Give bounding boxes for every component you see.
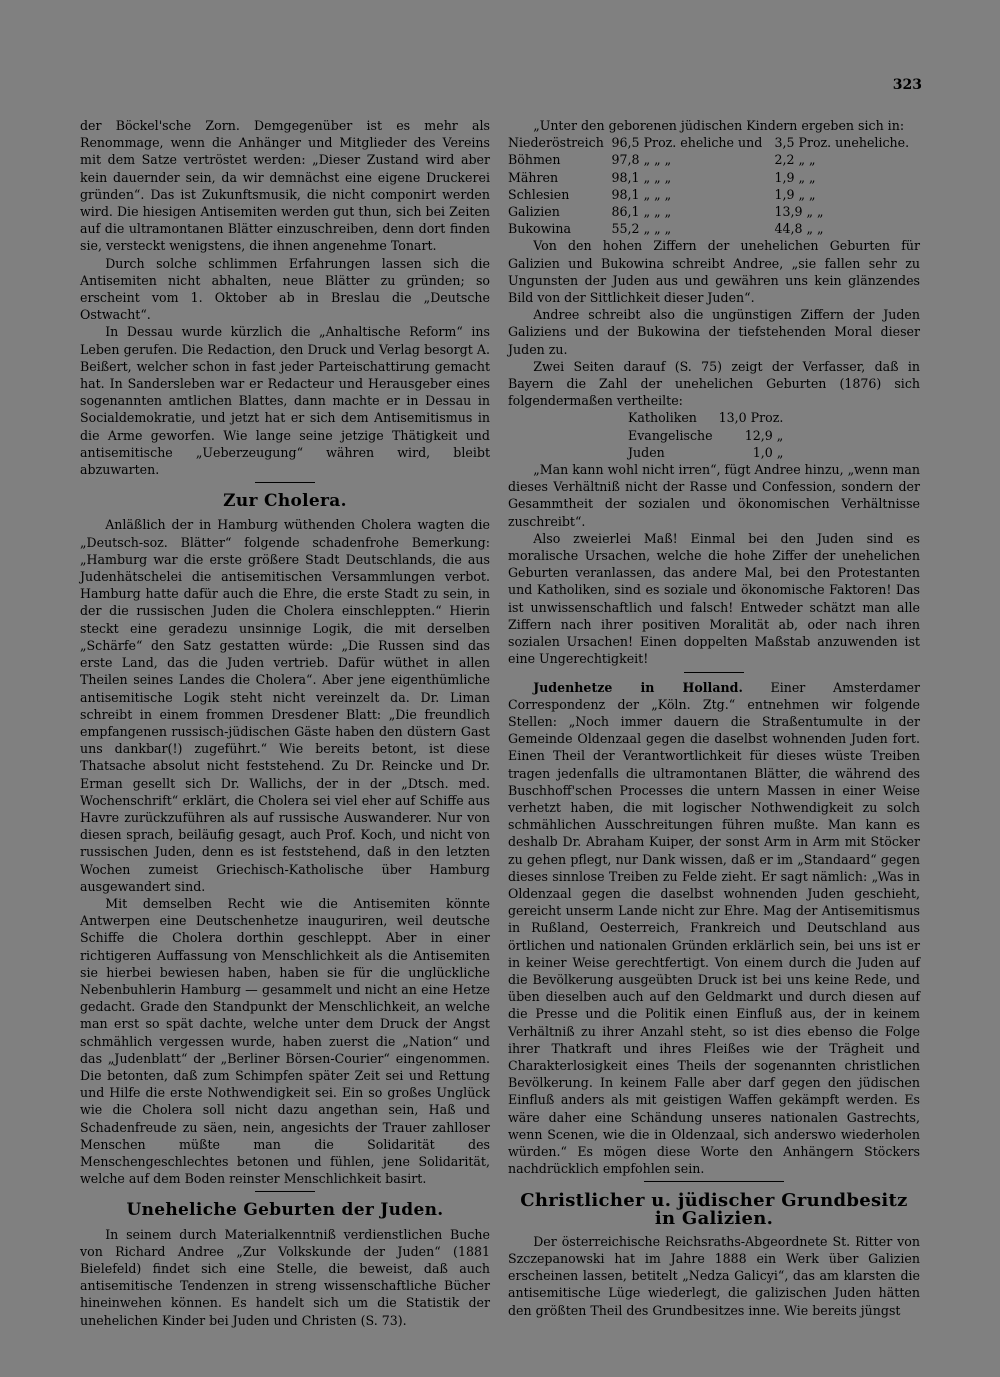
right-column	[508, 117, 920, 1319]
table-row	[508, 203, 920, 220]
legit-cell: 97,8 „ „ „	[611, 152, 672, 168]
legit-cell: 98,1 „ „ „	[611, 186, 672, 202]
illegit-cell: 1,9 „ „	[774, 186, 816, 202]
region-cell: Schlesien	[508, 186, 570, 202]
illegit-cell: 2,2 „ „	[774, 152, 816, 168]
paragraph: Von den hohen Ziffern der unehelichen Geburten für Galizien und Bukowina schreibt Andree, „sie fallen sehr zu Ungunsten der Juden aus und gewähren uns kein glänzendes Bild von der Sittlichkeit dieser Juden“.	[508, 238, 920, 306]
table-row	[628, 444, 789, 461]
value-cell: 1,0 „	[752, 444, 784, 460]
legit-cell: 96,5 Proz. eheliche und	[611, 135, 763, 151]
paragraph: Durch solche schlimmen Erfahrungen lassen sich die Antisemiten nicht abhalten, neue Blätter zu gründen; so erscheint vom 1. Oktober ab in Breslau die „Deutsche Ostwacht“.	[80, 255, 490, 323]
value-cell: 12,9 „	[744, 427, 784, 443]
paragraph: Mit demselben Recht wie die Antisemiten könnte Antwerpen eine Deutschenhetze inauguriren, weil deutsche Schiffe die Cholera dorthin geschleppt. Aber in einer richtigeren Auffassung von Menschlichkeit als die Antisemiten sie hierbei bewiesen haben, haben sie für die unglückliche Nebenbuhlerin Hamburg — gesammelt und nicht an eine Hetze gedacht. Grade den Standpunkt der Menschlichkeit, an welche man erst so spät dachte, welche unter dem Druck der Angst schmählich vergessen wurde, haben zuerst die „Nation“ und das „Judenblatt“ der „Berliner Börsen-Courier“ eingenommen. Die betonten, daß zum Schimpfen später Zeit sei und Rettung und Hilfe die erste Nothwendigkeit sei. Ein so großes Unglück wie die Cholera soll nicht dazu angethan sein, Haß und Schadenfreude zu säen, nein, angesichts der Trauer zahlloser Menschen müßte man die Solidarität des Menschengeschlechtes betonen und fühlen, jene Solidarität, welche auf dem Boden reinster Menschlichkeit basirt.	[80, 895, 490, 1187]
table-row	[508, 186, 920, 203]
bavaria-statistics-table	[628, 409, 789, 461]
illegit-cell: 1,9 „ „	[774, 169, 816, 185]
page-number: 323	[892, 77, 922, 93]
group-cell: Katholiken	[628, 410, 697, 426]
paragraph-holland	[508, 679, 920, 1178]
heading-land-ownership: Christlicher u. jüdischer Grundbesitz in Galizien.	[520, 1190, 908, 1229]
heading-cholera: Zur Cholera.	[223, 491, 347, 512]
illegit-cell: 3,5 Proz. uneheliche.	[774, 135, 910, 151]
left-column	[80, 117, 490, 1329]
table-row	[508, 151, 920, 168]
region-cell: Mähren	[508, 169, 559, 185]
paragraph: Anläßlich der in Hamburg wüthenden Cholera wagten die „Deutsch-soz. Blätter“ folgende schadenfrohe Bemerkung: „Hamburg war die erste größere Stadt Deutschlands, die aus Judenhätschelei die antisemitischen Versammlungen verbot. Hamburg hatte dafür auch die Ehre, die erste Stadt zu sein, in der die russischen Juden die Cholera einschleppten.“ Hierin steckt eine geradezu unsinnige Logik, die mit derselben „Schärfe“ den Satz gestatten würde: „Die Russen sind das erste Land, das die Juden vertrieb. Dafür wüthet in allen Theilen seines Landes die Cholera“. Aber jene eigenthümliche antisemitische Logik steht nicht vereinzelt da. Dr. Liman schreibt in einem frommen Dresdener Blatt: „Die freundlich empfangenen russisch-jüdischen Gäste haben den düstern Gast uns dankbar(!) zugeführt.“ Wie bereits betont, ist diese Thatsache absolut nicht feststehend. Zu Dr. Reincke und Dr. Erman gesellt sich Dr. Wallichs, der in der „Dtsch. med. Wochenschrift“ erklärt, die Cholera sei viel eher auf Schiffe aus Havre zurückzuführen als auf russische Auswanderer. Nur von diesen sprach, beiläufig gesagt, auch Prof. Koch, und nicht von russischen Juden, denn es ist feststehend, daß in den letzten Wochen zumeist Griechisch-Katholische über Hamburg ausgewandert sind.	[80, 517, 490, 894]
illegit-cell: 44,8 „ „	[774, 221, 824, 237]
table-row	[508, 134, 920, 151]
region-cell: Niederöstreich	[508, 135, 604, 151]
paragraph: „Unter den geborenen jüdischen Kindern ergeben sich in:	[533, 118, 905, 133]
paragraph: In Dessau wurde kürzlich die „Anhaltische Reform“ ins Leben gerufen. Die Redaction, den Druck und Verlag besorgt A. Beißert, welcher schon in fast jeder Parteischattirung gemacht hat. In Sandersleben war er Redacteur und Herausgeber eines sogenannten amtlichen Blattes, dann machte er in Dessau in Socialdemokratie, und jetzt hat er sich dem Antisemitismus in die Arme geworfen. Wie lange seine jetzige Thätigkeit und antisemitische „Ueberzeugung“ währen wird, bleibt abzuwarten.	[80, 324, 490, 478]
table-row	[628, 409, 789, 426]
legit-cell: 55,2 „ „ „	[611, 221, 672, 237]
runin-heading-holland: Judenhetze in Holland.	[533, 679, 743, 695]
paragraph: der Böckel'sche Zorn. Demgegenüber ist es mehr als Renommage, wenn die Anhänger und Mitglieder des Vereins mit dem Satze vertröstet werden: „Dieser Zustand wird aber kein dauernder sein, da wir demnächst eine eigene Druckerei gründen“. Das ist Zukunftsmusik, die nicht componirt werden wird. Die hiesigen Antisemiten werden gut thun, sich bei Zeiten auf die ultramontanen Blätter einzuschreiben, denn dort finden sie, versteckt wenigstens, die ihnen angenehme Tonart.	[80, 118, 490, 254]
divider	[644, 1181, 784, 1182]
region-cell: Böhmen	[508, 152, 561, 168]
region-cell: Galizien	[508, 204, 560, 220]
legit-cell: 86,1 „ „ „	[611, 204, 672, 220]
region-cell: Bukowina	[508, 221, 572, 237]
divider	[255, 482, 315, 483]
heading-births: Uneheliche Geburten der Juden.	[126, 1200, 444, 1221]
table-row	[508, 169, 920, 186]
paragraph: „Man kann wohl nicht irren“, fügt Andree hinzu, „wenn man dieses Verhältniß nicht der Rasse und Confession, sondern der Gesammtheit der sozialen und ökonomischen Verhältnisse zuschreibt“.	[508, 462, 920, 529]
paragraph: In seinem durch Materialkenntniß verdienstlichen Buche von Richard Andree „Zur Volkskunde der Juden“ (1881 Bielefeld) findet sich eine Stelle, die beweist, daß auch antisemitische Tendenzen in streng wissenschaftliche Bücher hineinwehen können. Es handelt sich um die Statistik der unehelichen Kinder bei Juden und Christen (S. 73).	[80, 1226, 490, 1328]
value-cell: 13,0 Proz.	[718, 410, 784, 426]
table-row	[628, 427, 789, 444]
table-row	[508, 220, 920, 237]
paragraph: Andree schreibt also die ungünstigen Ziffern der Juden Galiziens und der Bukowina der tiefstehenden Moral dieser Juden zu.	[508, 307, 920, 357]
paragraph-text: Einer Amsterdamer Correspondenz der „Köln. Ztg.“ entnehmen wir folgende Stellen: „Noch immer dauern die Straßentumulte in der Gemeinde Oldenzaal gegen die daselbst wohnenden Juden fort. Einen Theil der Verantwortlichkeit für dieses wüste Treiben tragen jedenfalls die ultramontanen Blätter, die während des Buschhoff'schen Processes die untern Massen in einer Weise verhetzt haben, die mit logischer Nothwendigkeit zu solch schmählichen Ausschreitungen führen mußte. Man kann es deshalb Dr. Abraham Kuiper, der sonst Arm in Arm mit Stöcker zu gehen pflegt, nur Dank wissen, daß er im „Standaard“ gegen dieses sinnlose Treiben zu Felde zieht. Er sagt nämlich: „Was in Oldenzaal gegen die daselbst wohnenden Juden geschieht, gereicht unserm Lande nicht zur Ehre. Mag der Antisemitismus in Rußland, Oesterreich, Frankreich und Deutschland aus örtlichen und nationalen Gründen erklärlich sein, bei uns ist er in keiner Weise gerechtfertigt. Von einem durch die Juden auf die Bevölkerung ausgeübten Druck ist bei uns keine Rede, und üben dieselben auch auf den Geldmarkt und durch diesen auf die Presse und die Politik einen Einfluß aus, der in keinem Verhältniß zu ihrer Anzahl steht, so ist dies ebenso die Folge ihrer Thatkraft und ihres Fleißes wie der Trägheit und Charakterlosigkeit eines Theils der sogenannten christlichen Bevölkerung. In keinem Falle aber darf gegen den jüdischen Einfluß anders als mit geistigen Waffen gekämpft werden. Es wäre daher eine Schändung unseres nationalen Gastrechts, wenn Scenen, wie die in Oldenzaal, sich anderswo wiederholen würden.“ Es mögen diese Worte den Anhängern Stöckers nachdrücklich empfohlen sein.	[508, 679, 921, 1177]
paragraph: Also zweierlei Maß! Einmal bei den Juden sind es moralische Ursachen, welche die hohe Ziffer der unehelichen Geburten veranlassen, das andere Mal, bei den Protestanten und Katholiken, sind es soziale und ökonomische Faktoren! Das ist unwissenschaftlich und falsch! Entweder schätzt man alle Ziffern nach ihrer positiven Moralität ab, oder nach ihren sozialen Ursachen! Einen doppelten Maßstab anzuwenden ist eine Ungerechtigkeit!	[508, 530, 920, 667]
paragraph: Zwei Seiten darauf (S. 75) zeigt der Verfasser, daß in Bayern die Zahl der unehelichen Geburten (1876) sich folgendermaßen vertheilte:	[508, 358, 920, 409]
divider	[684, 672, 744, 673]
birth-statistics-table	[508, 134, 920, 237]
group-cell: Evangelische	[628, 427, 713, 443]
group-cell: Juden	[628, 444, 665, 460]
illegit-cell: 13,9 „ „	[774, 204, 824, 220]
paragraph: Der österreichische Reichsraths-Abgeordnete St. Ritter von Szczepanowski hat im Jahre 1888 ein Werk über Galizien erscheinen lassen, betitelt „Nedza Galicyi“, das am klarsten die antisemitische Lüge wiederlegt, die galizischen Juden hätten den größten Theil des Grundbesitzes inne. Wie bereits jüngst	[508, 1233, 920, 1318]
divider	[255, 1191, 315, 1192]
legit-cell: 98,1 „ „ „	[611, 169, 672, 185]
